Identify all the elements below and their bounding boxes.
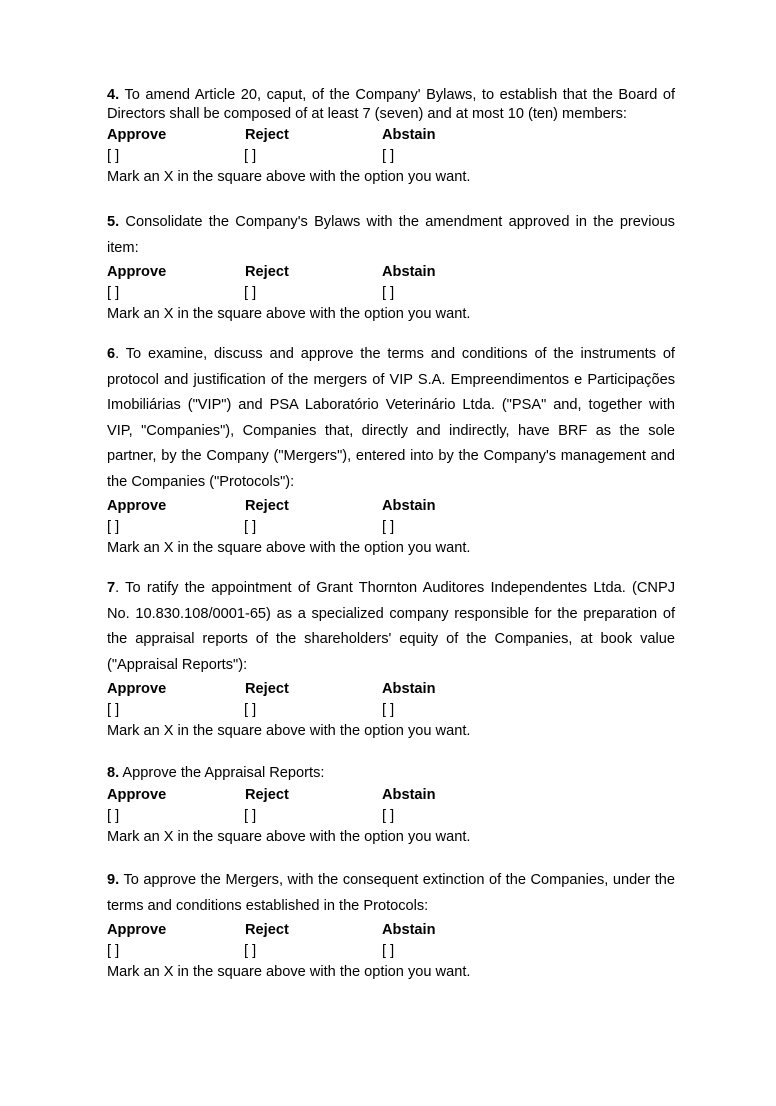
abstain-label: Abstain [382, 681, 436, 697]
reject-checkbox[interactable]: [ ] [244, 285, 257, 301]
vote-checkboxes [107, 941, 675, 962]
vote-checkboxes [107, 146, 675, 167]
approve-checkbox[interactable]: [ ] [107, 519, 120, 535]
resolution-item-4 [107, 86, 675, 188]
resolution-description: . To ratify the appointment of Grant Thornton Auditores Independentes Ltda. (CNPJ No. 10.830.108/0001-65) as a specialized company responsible for the preparation of the appraisal reports of the shareholders' equity of the Companies, at book value ("Appraisal Reports"): [107, 580, 675, 673]
abstain-checkbox[interactable]: [ ] [382, 943, 395, 959]
resolution-number: 7 [107, 580, 116, 596]
resolution-text [107, 762, 675, 784]
abstain-checkbox[interactable]: [ ] [382, 519, 395, 535]
abstain-label: Abstain [382, 922, 436, 938]
vote-options-header [107, 261, 675, 283]
abstain-checkbox[interactable]: [ ] [382, 148, 395, 164]
reject-label: Reject [245, 922, 289, 938]
resolution-number: 9. [107, 872, 120, 888]
abstain-label: Abstain [382, 127, 436, 143]
vote-options-header [107, 124, 675, 146]
mark-instruction: Mark an X in the square above with the option you want. [107, 964, 471, 980]
mark-instruction: Mark an X in the square above with the option you want. [107, 169, 471, 185]
approve-label: Approve [107, 498, 167, 514]
reject-checkbox[interactable]: [ ] [244, 702, 257, 718]
resolution-description: Consolidate the Company's Bylaws with the amendment approved in the previous item: [107, 214, 675, 256]
resolution-number: 8. [107, 765, 120, 781]
resolution-text [107, 868, 675, 919]
mark-instruction: Mark an X in the square above with the option you want. [107, 540, 471, 556]
reject-label: Reject [245, 787, 289, 803]
resolution-text [107, 576, 675, 678]
approve-label: Approve [107, 681, 167, 697]
resolution-item-6 [107, 342, 675, 559]
resolution-item-7 [107, 576, 675, 742]
vote-options-header [107, 495, 675, 517]
approve-checkbox[interactable]: [ ] [107, 148, 120, 164]
approve-label: Approve [107, 127, 167, 143]
resolution-text [107, 86, 675, 124]
abstain-label: Abstain [382, 264, 436, 280]
approve-checkbox[interactable]: [ ] [107, 702, 120, 718]
abstain-checkbox[interactable]: [ ] [382, 702, 395, 718]
resolution-text [107, 342, 675, 495]
approve-checkbox[interactable]: [ ] [107, 943, 120, 959]
resolution-number: 4. [107, 87, 120, 103]
reject-label: Reject [245, 498, 289, 514]
resolution-number: 5. [107, 214, 120, 230]
resolution-description: . To examine, discuss and approve the terms and conditions of the instruments of protocol and justification of the mergers of VIP S.A. Empreendimentos e Participações Imobiliárias ("VIP") and PSA Laboratório Veterinário Ltda. ("PSA" and, together with VIP, "Companies"), Companies that, directly and indirectly, have BRF as the sole partner, by the Company ("Mergers"), entered into by the Company's management and the Companies ("Protocols"): [107, 346, 675, 490]
approve-label: Approve [107, 922, 167, 938]
resolution-text [107, 210, 675, 261]
mark-instruction: Mark an X in the square above with the option you want. [107, 306, 471, 322]
resolution-item-5 [107, 210, 675, 325]
reject-checkbox[interactable]: [ ] [244, 519, 257, 535]
reject-label: Reject [245, 264, 289, 280]
resolution-description: To approve the Mergers, with the consequent extinction of the Companies, under the terms and conditions established in the Protocols: [107, 872, 676, 914]
resolution-item-8 [107, 762, 675, 848]
resolution-number: 6 [107, 346, 116, 362]
vote-checkboxes [107, 517, 675, 538]
proxy-voting-page [107, 86, 675, 983]
mark-instruction: Mark an X in the square above with the option you want. [107, 723, 471, 739]
reject-checkbox[interactable]: [ ] [244, 148, 257, 164]
vote-options-header [107, 678, 675, 700]
abstain-checkbox[interactable]: [ ] [382, 285, 395, 301]
approve-label: Approve [107, 787, 167, 803]
vote-checkboxes [107, 700, 675, 721]
reject-label: Reject [245, 681, 289, 697]
approve-checkbox[interactable]: [ ] [107, 808, 120, 824]
resolution-description: Approve the Appraisal Reports: [122, 765, 325, 781]
vote-options-header [107, 784, 675, 806]
abstain-label: Abstain [382, 498, 436, 514]
resolution-item-9 [107, 868, 675, 983]
resolution-description: To amend Article 20, caput, of the Company' Bylaws, to establish that the Board of Directors shall be composed of at least 7 (seven) and at most 10 (ten) members: [107, 87, 676, 122]
reject-checkbox[interactable]: [ ] [244, 808, 257, 824]
reject-checkbox[interactable]: [ ] [244, 943, 257, 959]
approve-checkbox[interactable]: [ ] [107, 285, 120, 301]
abstain-checkbox[interactable]: [ ] [382, 808, 395, 824]
vote-options-header [107, 919, 675, 941]
vote-checkboxes [107, 283, 675, 304]
reject-label: Reject [245, 127, 289, 143]
approve-label: Approve [107, 264, 167, 280]
mark-instruction: Mark an X in the square above with the option you want. [107, 829, 471, 845]
abstain-label: Abstain [382, 787, 436, 803]
vote-checkboxes [107, 806, 675, 827]
